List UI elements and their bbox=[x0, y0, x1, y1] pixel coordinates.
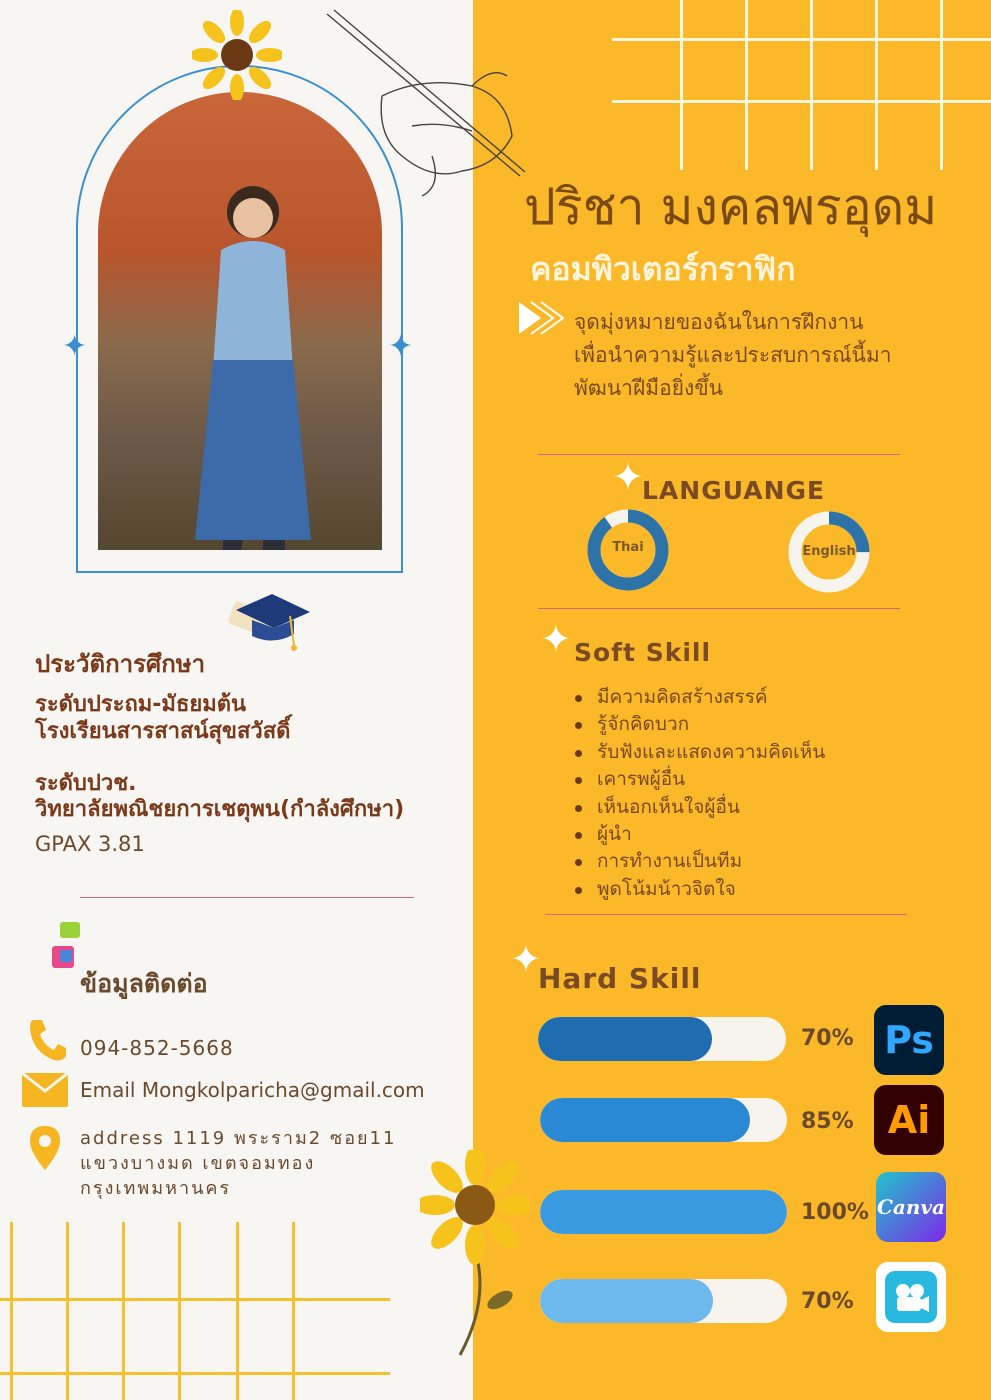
objective-text bbox=[574, 306, 892, 405]
divider bbox=[538, 608, 900, 609]
video-camera-icon bbox=[883, 1269, 939, 1325]
soft-skill-item: เคารพผู้อื่น bbox=[573, 766, 825, 793]
language-title: LANGUANGE bbox=[642, 476, 826, 505]
soft-skill-item: รู้จักคิดบวก bbox=[573, 711, 825, 738]
video-skill-bar bbox=[540, 1279, 787, 1323]
person-silhouette bbox=[193, 170, 313, 550]
video-percent: 70% bbox=[801, 1289, 854, 1314]
hand-drawing-icon bbox=[322, 6, 532, 206]
canva-skill-bar-fill bbox=[540, 1190, 787, 1234]
objective-line: จุดมุ่งหมายของฉันในการฝึกงาน bbox=[574, 310, 864, 334]
ps-skill-bar bbox=[538, 1017, 786, 1061]
education-title: ประวัติการศึกษา bbox=[35, 650, 206, 678]
soft-skill-item: พูดโน้มน้าวจิตใจ bbox=[573, 876, 825, 903]
location-pin-icon bbox=[30, 1126, 60, 1170]
ps-skill-bar-fill bbox=[538, 1017, 712, 1061]
english-label: English bbox=[802, 544, 856, 559]
gpax: GPAX 3.81 bbox=[35, 832, 145, 856]
soft-skill-title: Soft Skill bbox=[574, 638, 712, 667]
sunflower-icon bbox=[192, 10, 282, 100]
soft-skill-list bbox=[573, 684, 825, 903]
canva-icon: Canva bbox=[876, 1172, 946, 1242]
contact-title: ข้อมูลติดต่อ bbox=[80, 969, 208, 998]
education-level-2: ระดับปวช. bbox=[35, 771, 137, 796]
soft-skill-item: มีความคิดสร้างสรรค์ bbox=[573, 684, 825, 711]
divider bbox=[80, 897, 414, 898]
address-line: address 1119 พระราม2 ซอย11 bbox=[80, 1128, 397, 1149]
ai-percent: 85% bbox=[801, 1109, 854, 1134]
ps-percent: 70% bbox=[801, 1026, 854, 1051]
education-school-2: วิทยาลัยพณิชยการเชตุพน(กำลังศึกษา) bbox=[35, 797, 405, 822]
divider bbox=[538, 454, 900, 455]
soft-skill-item: รับฟังและแสดงความคิดเห็น bbox=[573, 739, 825, 766]
phone-number[interactable]: 094-852-5668 bbox=[80, 1036, 234, 1060]
address-line: แขวงบางมด เขตจอมทอง bbox=[80, 1153, 316, 1174]
education-level-1: ระดับประถม-มัธยมต้น bbox=[35, 692, 247, 717]
address-block bbox=[80, 1126, 396, 1201]
role-title: คอมพิวเตอร์กราฟิก bbox=[530, 250, 796, 288]
soft-skill-item: การทำงานเป็นทีม bbox=[573, 848, 825, 875]
sunflower-icon bbox=[420, 1150, 530, 1360]
education-school-1: โรงเรียนสารสาสน์สุขสวัสดิ์ bbox=[35, 719, 291, 744]
canva-percent: 100% bbox=[801, 1200, 869, 1225]
objective-line: เพื่อนำความรู้และประสบการณ์นี้มา bbox=[574, 343, 892, 367]
sparkle-icon: ✦ bbox=[388, 329, 414, 364]
hard-skill-title: Hard Skill bbox=[538, 962, 702, 995]
objective-line: พัฒนาฝีมือยิ่งขึ้น bbox=[574, 376, 723, 400]
sparkle-icon: ✦ bbox=[510, 937, 542, 981]
ai-skill-bar bbox=[540, 1098, 787, 1142]
sparkle-icon: ✦ bbox=[612, 455, 644, 499]
graduation-cap-icon bbox=[228, 590, 314, 660]
sparkle-icon: ✦ bbox=[540, 617, 572, 661]
sparkle-icon: ✦ bbox=[62, 329, 88, 364]
soft-skill-item: เห็นอกเห็นใจผู้อื่น bbox=[573, 794, 825, 821]
ai-skill-bar-fill bbox=[540, 1098, 750, 1142]
soft-skill-item: ผู้นำ bbox=[573, 821, 825, 848]
video-editor-icon bbox=[876, 1262, 946, 1332]
divider bbox=[545, 914, 907, 915]
thai-label: Thai bbox=[612, 540, 644, 555]
illustrator-icon: Ai bbox=[874, 1085, 944, 1155]
name-heading: ปริชา มงคลพรอุดม bbox=[524, 178, 938, 236]
mail-icon bbox=[22, 1073, 68, 1107]
photoshop-icon: Ps bbox=[874, 1005, 944, 1075]
phone-icon bbox=[28, 1018, 66, 1062]
address-line: กรุงเทพมหานคร bbox=[80, 1178, 232, 1199]
play-arrows-icon bbox=[517, 300, 565, 336]
email-address[interactable]: Email Mongkolparicha@gmail.com bbox=[80, 1078, 425, 1102]
canva-skill-bar bbox=[540, 1190, 787, 1234]
video-skill-bar-fill bbox=[540, 1279, 713, 1323]
